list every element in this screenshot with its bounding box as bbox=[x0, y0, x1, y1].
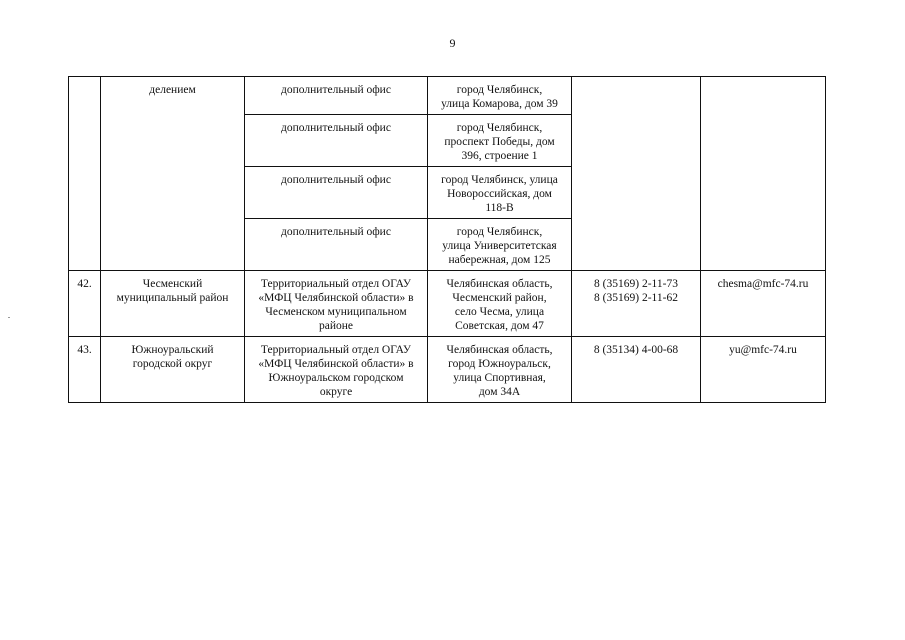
row-number-cell: 42. bbox=[69, 271, 101, 337]
district-cell bbox=[101, 77, 245, 271]
address-line: улица Спортивная, bbox=[453, 372, 546, 384]
office-line: округе bbox=[319, 386, 353, 398]
address-line: город Челябинск, bbox=[456, 84, 543, 96]
address-line: дом 34А bbox=[478, 386, 521, 398]
office-line: Территориальный отдел ОГАУ bbox=[260, 278, 412, 290]
row-number-cell bbox=[69, 77, 101, 271]
office-cell bbox=[245, 167, 428, 219]
phone-line: 8 (35169) 2-11-73 bbox=[594, 278, 678, 290]
office-line: «МФЦ Челябинской области» в bbox=[258, 292, 414, 304]
address-cell bbox=[428, 167, 572, 219]
office-line: районе bbox=[318, 320, 354, 332]
phone-cell bbox=[572, 271, 701, 337]
office-line: дополнительный офис bbox=[281, 122, 391, 134]
offices-table bbox=[68, 76, 826, 403]
office-line: «МФЦ Челябинской области» в bbox=[258, 358, 414, 370]
phone-cell bbox=[572, 77, 701, 271]
row-number-cell: 43. bbox=[69, 337, 101, 403]
address-line: город Челябинск, улица bbox=[441, 174, 558, 186]
office-line: Территориальный отдел ОГАУ bbox=[260, 344, 412, 356]
address-line: Чесменский район, bbox=[452, 292, 547, 304]
phone-line: 8 (35134) 4-00-68 bbox=[593, 344, 679, 356]
district-line: Чесменский bbox=[142, 278, 203, 290]
address-line: город Челябинск, bbox=[456, 226, 543, 238]
address-line: Новороссийская, дом bbox=[447, 188, 552, 200]
district-line: муниципальный район bbox=[116, 292, 229, 304]
address-line: Челябинская область, bbox=[446, 344, 553, 356]
table-row bbox=[69, 271, 826, 337]
office-cell bbox=[245, 115, 428, 167]
scan-artifact bbox=[8, 317, 10, 318]
office-cell bbox=[245, 219, 428, 271]
phone-cell bbox=[572, 337, 701, 403]
address-line: 118-В bbox=[485, 202, 514, 214]
email-cell bbox=[701, 77, 826, 271]
email-cell: yu@mfc-74.ru bbox=[701, 337, 826, 403]
address-line: Челябинская область, bbox=[446, 278, 553, 290]
address-line: улица Комарова, дом 39 bbox=[441, 98, 558, 110]
address-line: набережная, дом 125 bbox=[448, 254, 551, 266]
office-line: Южноуральском городском bbox=[268, 372, 404, 384]
office-line: Чесменском муниципальном bbox=[265, 306, 407, 318]
table-row bbox=[69, 77, 826, 115]
table-row bbox=[69, 337, 826, 403]
office-cell bbox=[245, 271, 428, 337]
address-line: село Чесма, улица bbox=[454, 306, 545, 318]
district-cell bbox=[101, 337, 245, 403]
email-cell: chesma@mfc-74.ru bbox=[701, 271, 826, 337]
office-line: дополнительный офис bbox=[281, 84, 391, 96]
address-cell bbox=[428, 219, 572, 271]
address-line: улица Университетская bbox=[442, 240, 557, 252]
district-line: делением bbox=[149, 84, 196, 96]
address-line: город Южноуральск, bbox=[448, 358, 551, 370]
office-cell bbox=[245, 337, 428, 403]
office-cell bbox=[245, 77, 428, 115]
address-line: город Челябинск, bbox=[456, 122, 543, 134]
address-line: проспект Победы, дом bbox=[444, 136, 555, 148]
address-cell bbox=[428, 271, 572, 337]
address-line: Советская, дом 47 bbox=[455, 320, 544, 332]
phone-line: 8 (35169) 2-11-62 bbox=[594, 292, 678, 304]
address-cell bbox=[428, 337, 572, 403]
address-line: 396, строение 1 bbox=[461, 150, 538, 162]
page-number: 9 bbox=[449, 36, 456, 50]
office-line: дополнительный офис bbox=[281, 226, 391, 238]
address-cell bbox=[428, 115, 572, 167]
address-cell bbox=[428, 77, 572, 115]
district-cell bbox=[101, 271, 245, 337]
district-line: Южноуральский bbox=[131, 344, 214, 356]
office-line: дополнительный офис bbox=[281, 174, 391, 186]
district-line: городской округ bbox=[132, 358, 213, 370]
